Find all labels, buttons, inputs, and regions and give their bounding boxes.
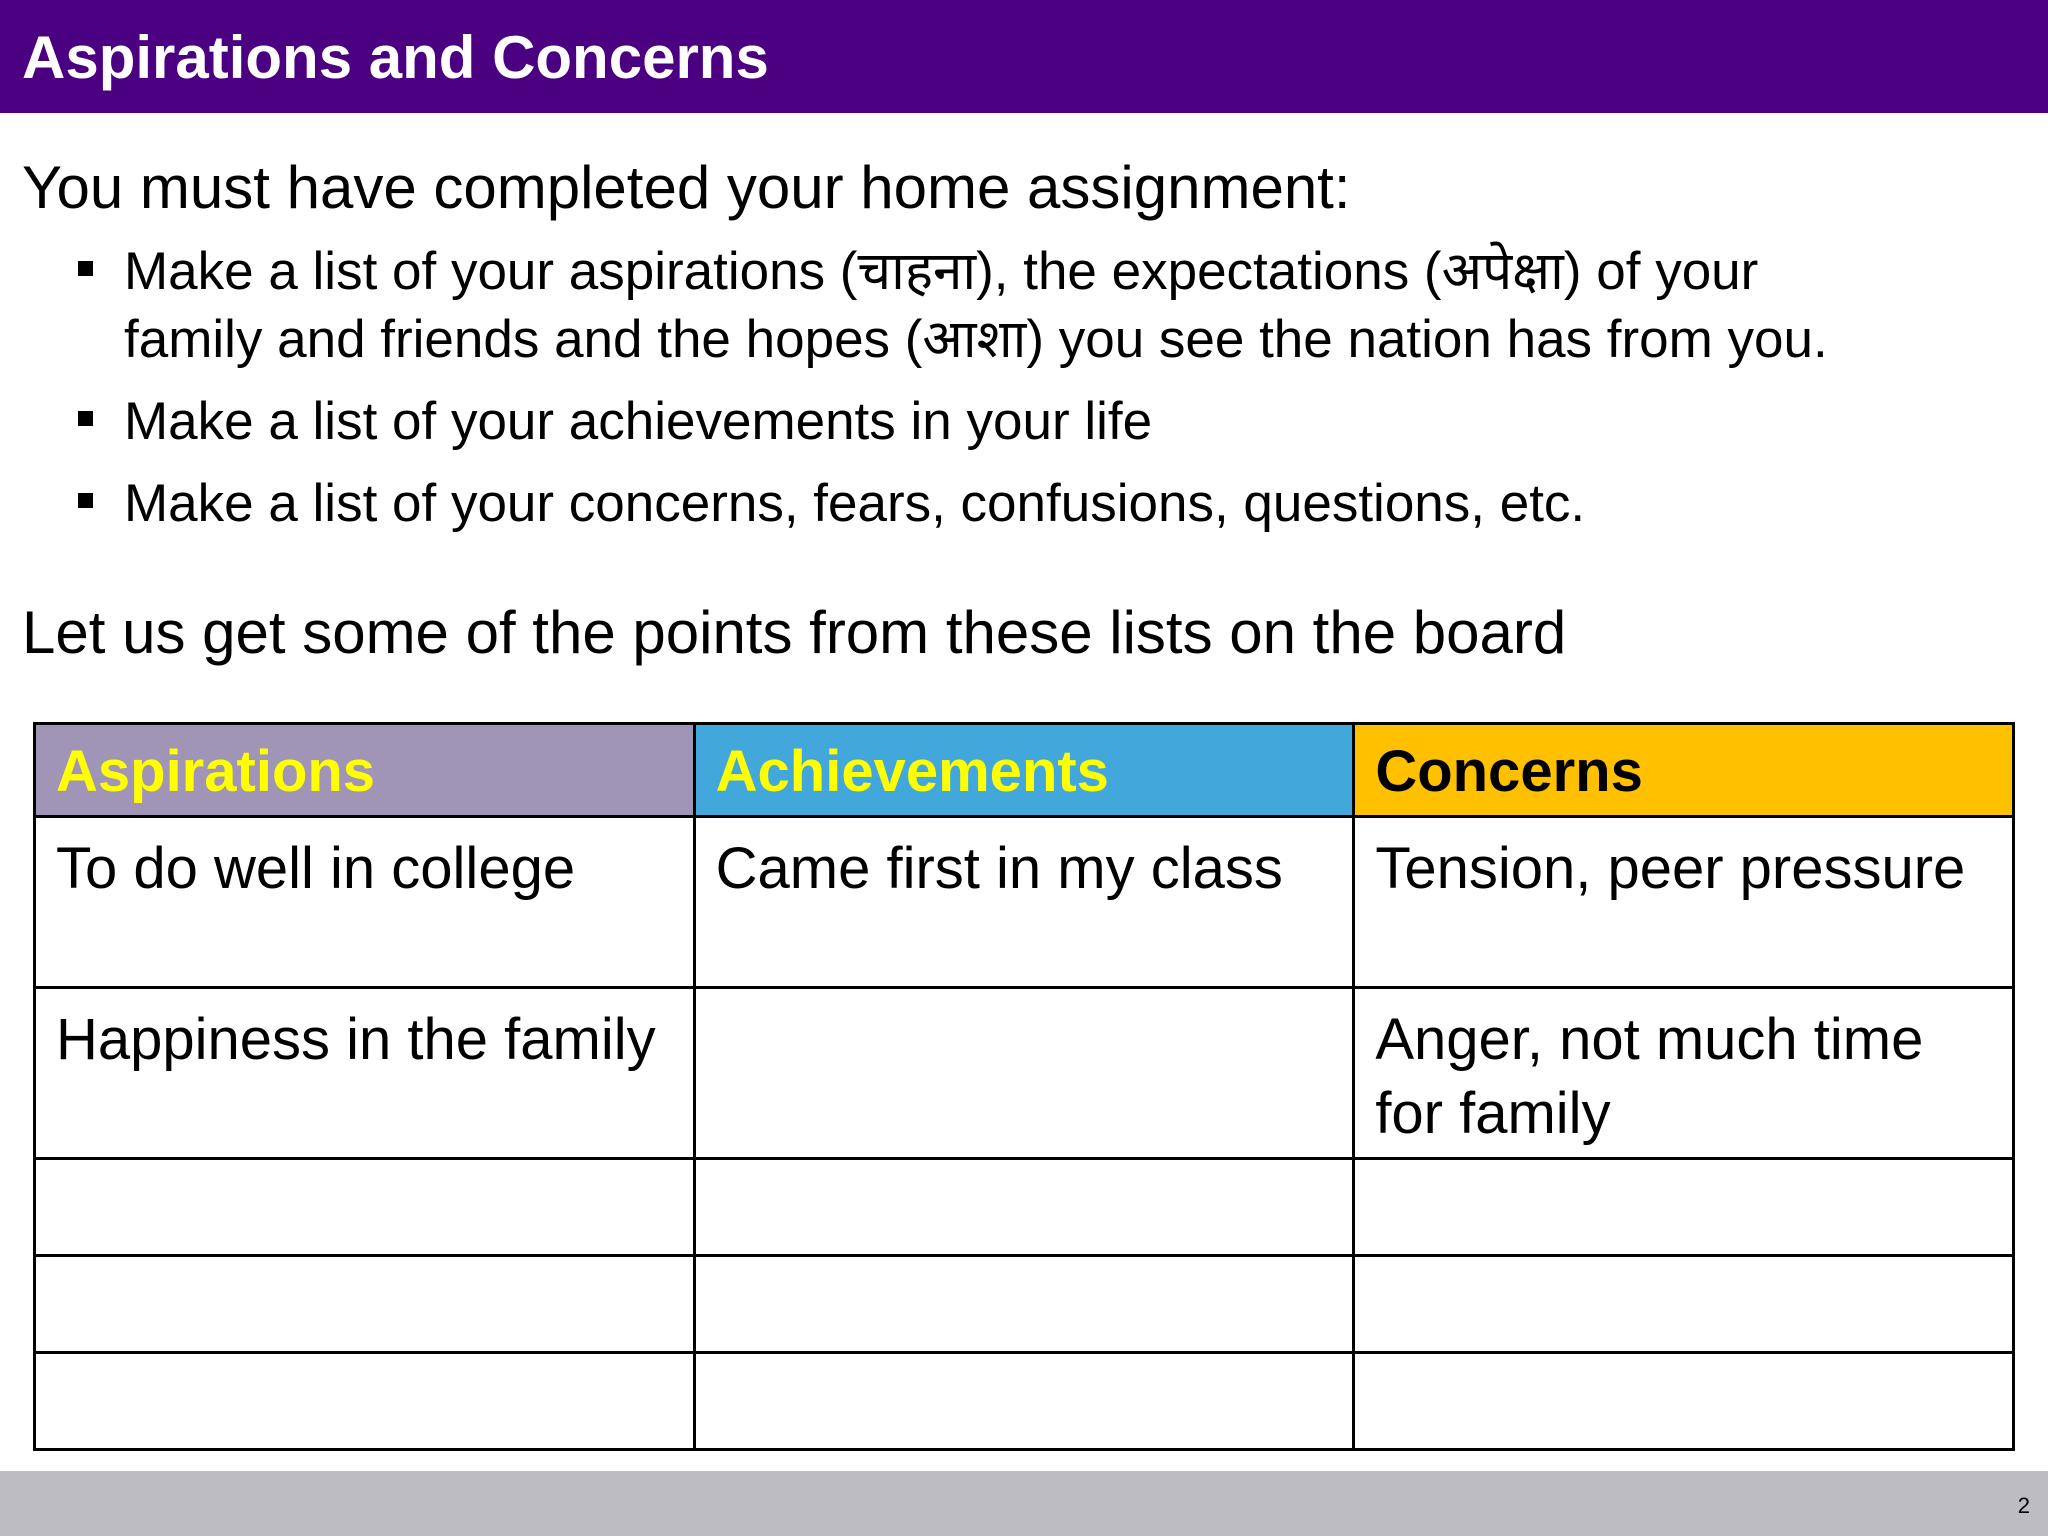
list-item-line: Make a list of your aspirations (चाहना), the expectations (अपेक्षा) of your — [124, 242, 1759, 301]
table-row — [35, 1159, 2014, 1256]
table-row — [35, 817, 2014, 988]
table-cell — [1354, 1256, 2014, 1353]
table-cell: Happiness in the family — [35, 988, 695, 1159]
table-cell — [35, 1256, 695, 1353]
list-item-line: family and friends and the hopes (आशा) you see the nation has from you. — [124, 310, 1828, 369]
table-cell — [694, 1256, 1354, 1353]
table-cell — [1354, 1353, 2014, 1450]
title-bar — [0, 0, 2048, 113]
square-bullet-icon — [78, 261, 93, 276]
page-number: 2 — [2017, 1493, 2030, 1518]
intro-text: You must have completed your home assignment: — [22, 154, 1351, 221]
assignment-list — [0, 238, 2000, 538]
table-row — [35, 1256, 2014, 1353]
header-concerns: Concerns — [1354, 724, 2014, 817]
list-item — [0, 470, 2000, 538]
square-bullet-icon — [78, 493, 93, 508]
list-item — [0, 388, 2000, 456]
header-achievements: Achievements — [694, 724, 1354, 817]
table-row — [35, 988, 2014, 1159]
table-cell — [694, 988, 1354, 1159]
table-cell — [694, 1159, 1354, 1256]
table-cell: To do well in college — [35, 817, 695, 988]
list-item — [0, 238, 2000, 374]
board-prompt: Let us get some of the points from these lists on the board — [22, 599, 1567, 666]
table-cell — [35, 1159, 695, 1256]
table-cell — [1354, 1159, 2014, 1256]
table-cell: Anger, not much time for family — [1354, 988, 2014, 1159]
slide-title: Aspirations and Concerns — [22, 24, 769, 91]
table-cell — [35, 1353, 695, 1450]
table-cell: Tension, peer pressure — [1354, 817, 2014, 988]
footer-bar — [0, 1471, 2048, 1536]
square-bullet-icon — [78, 411, 93, 426]
table-header-row — [35, 724, 2014, 817]
list-item-line: Make a list of your achievements in your life — [124, 392, 1153, 451]
board-table — [33, 722, 2015, 1451]
list-item-line: Make a list of your concerns, fears, confusions, questions, etc. — [124, 474, 1586, 533]
header-aspirations: Aspirations — [35, 724, 695, 817]
table-row — [35, 1353, 2014, 1450]
table-cell — [694, 1353, 1354, 1450]
table-cell: Came first in my class — [694, 817, 1354, 988]
